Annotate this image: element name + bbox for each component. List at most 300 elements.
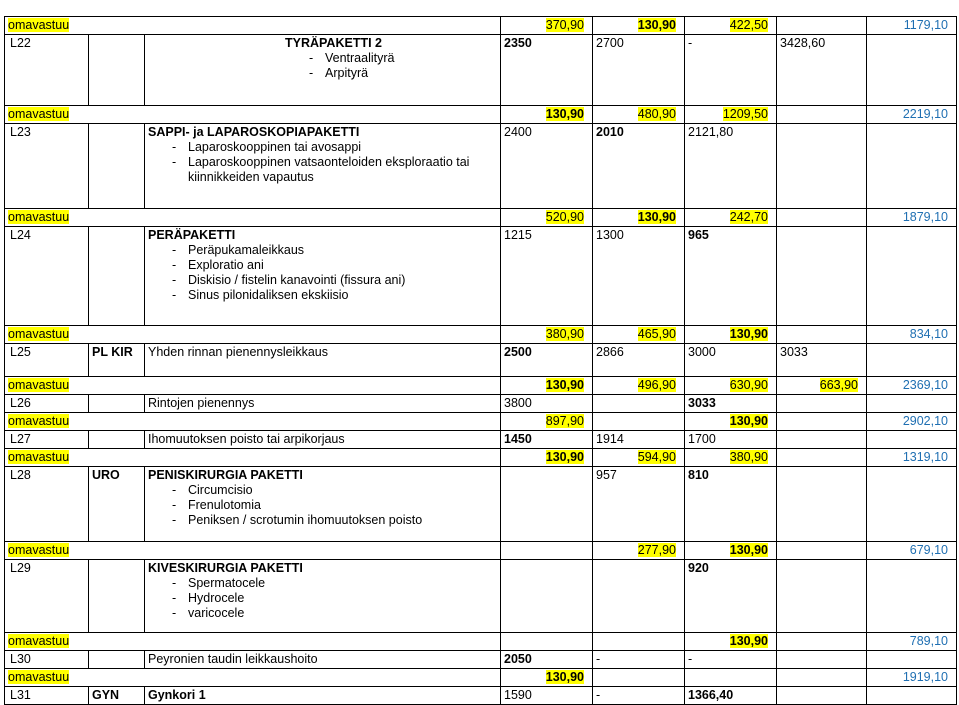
omavastuu-value-text: 130,90: [729, 634, 768, 648]
omavastuu-total-text: 1179,10: [903, 18, 948, 32]
dash-bullet-icon: -: [172, 140, 177, 154]
price-value: [685, 395, 777, 413]
omavastuu-total: [867, 413, 957, 431]
procedure-subitem-text: Laparoskooppinen tai avosappi: [188, 140, 362, 154]
procedure-row: [5, 651, 957, 669]
dash-bullet-icon: -: [172, 258, 177, 272]
omavastuu-value: [777, 633, 867, 651]
price-value: [777, 344, 867, 377]
procedure-subitem-text: Hydrocele: [188, 591, 245, 605]
price-value-text: 3033: [780, 345, 808, 359]
procedure-code-text: L27: [10, 432, 31, 446]
price-table: [4, 16, 957, 705]
omavastuu-total-text: 1919,10: [902, 670, 948, 684]
price-value-text: 1590: [504, 688, 532, 702]
price-value-text: 810: [688, 468, 709, 482]
procedure-title: Ihomuutoksen poisto tai arpikorjaus: [148, 432, 345, 446]
price-value: [501, 687, 593, 705]
procedure-subitem: [148, 273, 497, 288]
omavastuu-total: [867, 209, 957, 227]
price-value-text: 965: [688, 228, 709, 242]
omavastuu-value-text: 897,90: [545, 414, 584, 428]
omavastuu-value: [685, 106, 777, 124]
omavastuu-value: [501, 17, 593, 35]
omavastuu-value-text: 520,90: [545, 210, 584, 224]
empty-cell: [867, 431, 957, 449]
dash-bullet-icon: -: [309, 51, 314, 65]
price-value: [593, 344, 685, 377]
procedure-code-text: L30: [10, 652, 31, 666]
dash-bullet-icon: -: [172, 155, 177, 169]
procedure-subitem-list: [148, 576, 497, 621]
omavastuu-value: [777, 326, 867, 344]
empty-cell: [867, 344, 957, 377]
price-value: [593, 560, 685, 633]
omavastuu-text: omavastuu: [8, 450, 70, 464]
dash-bullet-icon: -: [172, 243, 177, 257]
price-value: [593, 124, 685, 209]
procedure-subitem-text: Spermatocele: [188, 576, 266, 590]
procedure-description: [145, 124, 501, 209]
procedure-code-text: L31: [10, 688, 31, 702]
price-value-text: 3033: [688, 396, 716, 410]
dash-bullet-icon: -: [172, 576, 177, 590]
omavastuu-value: [777, 449, 867, 467]
omavastuu-value-text: 277,90: [637, 543, 676, 557]
procedure-subitem-text: Peräpukamaleikkaus: [188, 243, 305, 257]
omavastuu-value-text: 1209,50: [722, 107, 768, 121]
price-value-text: 2400: [504, 125, 532, 139]
omavastuu-value-text: 242,70: [729, 210, 768, 224]
omavastuu-value: [593, 209, 685, 227]
procedure-description: [145, 344, 501, 377]
price-value: [593, 467, 685, 542]
omavastuu-text: omavastuu: [8, 210, 70, 224]
procedure-title: Gynkori 1: [148, 688, 206, 702]
price-value: [777, 431, 867, 449]
procedure-title: Yhden rinnan pienennysleikkaus: [148, 345, 328, 359]
procedure-subitem-list: [148, 243, 497, 303]
dash-bullet-icon: -: [172, 273, 177, 287]
omavastuu-value-text: 594,90: [637, 450, 676, 464]
omavastuu-value-text: 370,90: [545, 18, 584, 32]
procedure-subitem: [148, 483, 497, 498]
procedure-subitem: [148, 513, 497, 528]
price-value: [685, 651, 777, 669]
price-value: [777, 687, 867, 705]
omavastuu-total-text: 2369,10: [902, 378, 948, 392]
procedure-description: [145, 395, 501, 413]
procedure-row: [5, 344, 957, 377]
omavastuu-value-text: 480,90: [637, 107, 676, 121]
specialty-code: [89, 560, 145, 633]
price-value: [501, 227, 593, 326]
procedure-subitem-text: Sinus pilonidaliksen ekskiisio: [188, 288, 349, 302]
procedure-subitem: [148, 591, 497, 606]
dash-bullet-icon: -: [172, 483, 177, 497]
price-value-text: 957: [596, 468, 617, 482]
procedure-subitem: [285, 66, 497, 81]
omavastuu-row: [5, 633, 957, 651]
procedure-subitem: [148, 243, 497, 258]
specialty-code-text: URO: [92, 468, 120, 482]
omavastuu-value: [593, 449, 685, 467]
omavastuu-row: [5, 669, 957, 687]
omavastuu-value-text: 130,90: [545, 107, 584, 121]
procedure-code: [5, 467, 89, 542]
price-value: [501, 344, 593, 377]
price-value: [777, 35, 867, 106]
procedure-subitem-text: Laparoskooppinen vatsaonteloiden eksploraatio tai kiinnikkeiden vapautus: [188, 155, 470, 184]
specialty-code: [89, 467, 145, 542]
procedure-code: [5, 560, 89, 633]
procedure-code-text: L29: [10, 561, 31, 575]
procedure-subitem-text: Circumcisio: [188, 483, 253, 497]
omavastuu-value-text: 422,50: [729, 18, 768, 32]
omavastuu-text: omavastuu: [8, 327, 70, 341]
omavastuu-value: [501, 106, 593, 124]
omavastuu-value: [777, 209, 867, 227]
procedure-title: PERÄPAKETTI: [148, 228, 236, 242]
price-value-text: 2500: [504, 345, 532, 359]
omavastuu-value: [685, 326, 777, 344]
dash-bullet-icon: -: [172, 591, 177, 605]
price-value: [593, 395, 685, 413]
procedure-subitem: [148, 155, 497, 185]
omavastuu-value: [593, 377, 685, 395]
procedure-row: [5, 124, 957, 209]
specialty-code: [89, 431, 145, 449]
omavastuu-value-text: 380,90: [545, 327, 584, 341]
price-value: [685, 227, 777, 326]
procedure-description: [145, 35, 501, 106]
omavastuu-value: [593, 669, 685, 687]
procedure-description: [145, 227, 501, 326]
price-value: [593, 227, 685, 326]
omavastuu-total: [867, 377, 957, 395]
procedure-row: [5, 431, 957, 449]
procedure-row: [5, 227, 957, 326]
procedure-code-text: L25: [10, 345, 31, 359]
procedure-row: [5, 395, 957, 413]
price-value: [777, 395, 867, 413]
omavastuu-value: [501, 449, 593, 467]
omavastuu-value: [501, 209, 593, 227]
omavastuu-total-text: 679,10: [909, 543, 948, 557]
price-value: [777, 227, 867, 326]
omavastuu-value-text: 130,90: [637, 210, 676, 224]
dash-bullet-icon: -: [172, 513, 177, 527]
procedure-subitem-text: Peniksen / scrotumin ihomuutoksen poisto: [188, 513, 423, 527]
dash-bullet-icon: -: [172, 288, 177, 302]
omavastuu-total: [867, 17, 957, 35]
omavastuu-total: [867, 106, 957, 124]
empty-cell: [867, 467, 957, 542]
omavastuu-value: [777, 377, 867, 395]
omavastuu-value: [777, 17, 867, 35]
price-value: [501, 651, 593, 669]
price-value: [685, 687, 777, 705]
omavastuu-value: [593, 326, 685, 344]
procedure-code-text: L28: [10, 468, 31, 482]
omavastuu-value: [593, 413, 685, 431]
price-value-text: -: [596, 652, 601, 666]
procedure-title: KIVESKIRURGIA PAKETTI: [148, 561, 303, 575]
price-value-text: 1700: [688, 432, 716, 446]
omavastuu-text: omavastuu: [8, 634, 70, 648]
price-value: [593, 35, 685, 106]
omavastuu-value: [685, 413, 777, 431]
specialty-code: [89, 227, 145, 326]
omavastuu-value-text: 130,90: [545, 670, 584, 684]
specialty-code: [89, 124, 145, 209]
procedure-description: [145, 467, 501, 542]
omavastuu-text: omavastuu: [8, 378, 70, 392]
omavastuu-text: omavastuu: [8, 18, 70, 32]
omavastuu-value-text: 663,90: [819, 378, 858, 392]
omavastuu-value-text: 130,90: [729, 327, 768, 341]
procedure-subitem-list: [148, 483, 497, 528]
omavastuu-label: [5, 209, 501, 227]
omavastuu-value: [501, 377, 593, 395]
omavastuu-total: [867, 633, 957, 651]
omavastuu-total: [867, 326, 957, 344]
omavastuu-label: [5, 413, 501, 431]
price-value: [685, 431, 777, 449]
omavastuu-row: [5, 377, 957, 395]
omavastuu-label: [5, 326, 501, 344]
omavastuu-text: omavastuu: [8, 670, 70, 684]
procedure-code: [5, 395, 89, 413]
price-value-text: 2121,80: [688, 125, 734, 139]
dash-bullet-icon: -: [172, 498, 177, 512]
empty-cell: [867, 651, 957, 669]
omavastuu-total: [867, 542, 957, 560]
omavastuu-value: [593, 542, 685, 560]
price-value-text: 2866: [596, 345, 624, 359]
omavastuu-value-text: 130,90: [545, 378, 584, 392]
price-value: [685, 124, 777, 209]
omavastuu-value: [501, 413, 593, 431]
omavastuu-row: [5, 209, 957, 227]
price-value-text: 1366,40: [688, 688, 734, 702]
procedure-subitem-text: Arpityrä: [325, 66, 369, 80]
price-value: [593, 687, 685, 705]
omavastuu-total-text: 1319,10: [902, 450, 948, 464]
empty-cell: [867, 395, 957, 413]
procedure-row: [5, 35, 957, 106]
procedure-title: Peyronien taudin leikkaushoito: [148, 652, 318, 666]
omavastuu-row: [5, 326, 957, 344]
omavastuu-text: omavastuu: [8, 414, 70, 428]
procedure-subitem: [148, 606, 497, 621]
omavastuu-text: omavastuu: [8, 543, 70, 557]
omavastuu-label: [5, 377, 501, 395]
specialty-code-text: GYN: [92, 688, 120, 702]
procedure-subitem-list: [148, 140, 497, 185]
omavastuu-row: [5, 449, 957, 467]
price-value-text: 2010: [596, 125, 624, 139]
price-value-text: 1300: [596, 228, 624, 242]
omavastuu-value: [685, 542, 777, 560]
price-value-text: -: [596, 688, 601, 702]
price-value: [777, 124, 867, 209]
omavastuu-value: [501, 633, 593, 651]
procedure-description: [145, 651, 501, 669]
price-value-text: 920: [688, 561, 709, 575]
procedure-subitem: [148, 288, 497, 303]
specialty-code-text: PL KIR: [92, 345, 133, 359]
price-value: [777, 467, 867, 542]
price-value-text: 3000: [688, 345, 716, 359]
procedure-code: [5, 124, 89, 209]
procedure-row: [5, 687, 957, 705]
omavastuu-value: [501, 326, 593, 344]
omavastuu-value: [593, 106, 685, 124]
procedure-code: [5, 651, 89, 669]
empty-cell: [867, 687, 957, 705]
price-value-text: 3800: [504, 396, 532, 410]
price-value-text: 2350: [504, 36, 532, 50]
omavastuu-value: [593, 633, 685, 651]
omavastuu-value-text: 130,90: [545, 450, 584, 464]
procedure-subitem-text: Exploratio ani: [188, 258, 264, 272]
omavastuu-value: [685, 669, 777, 687]
price-value: [501, 124, 593, 209]
procedure-subitem-text: Diskisio / fistelin kanavointi (fissura ani): [188, 273, 406, 287]
omavastuu-label: [5, 633, 501, 651]
omavastuu-value: [685, 449, 777, 467]
omavastuu-text: omavastuu: [8, 107, 70, 121]
procedure-subitem: [285, 51, 497, 66]
empty-cell: [867, 227, 957, 326]
omavastuu-value: [501, 669, 593, 687]
procedure-title: TYRÄPAKETTI 2: [285, 36, 382, 50]
price-value: [501, 431, 593, 449]
price-value: [593, 431, 685, 449]
procedure-code-text: L26: [10, 396, 31, 410]
specialty-code: [89, 687, 145, 705]
procedure-description: [145, 560, 501, 633]
procedure-description: [145, 431, 501, 449]
omavastuu-total-text: 834,10: [909, 327, 948, 341]
omavastuu-total-text: 2902,10: [902, 414, 948, 428]
omavastuu-value: [777, 669, 867, 687]
omavastuu-value-text: 630,90: [729, 378, 768, 392]
procedure-row: [5, 560, 957, 633]
procedure-title: PENISKIRURGIA PAKETTI: [148, 468, 303, 482]
procedure-code-text: L24: [10, 228, 31, 242]
procedure-title: Rintojen pienennys: [148, 396, 255, 410]
procedure-code-text: L23: [10, 125, 31, 139]
omavastuu-value: [777, 542, 867, 560]
omavastuu-value: [685, 377, 777, 395]
specialty-code: [89, 344, 145, 377]
dash-bullet-icon: -: [309, 66, 314, 80]
omavastuu-label: [5, 542, 501, 560]
omavastuu-label: [5, 669, 501, 687]
omavastuu-value-text: 130,90: [637, 18, 676, 32]
empty-cell: [867, 35, 957, 106]
price-value: [685, 344, 777, 377]
omavastuu-value-text: 496,90: [637, 378, 676, 392]
procedure-subitem: [148, 498, 497, 513]
price-value-text: 3428,60: [780, 36, 826, 50]
specialty-code: [89, 395, 145, 413]
omavastuu-value: [593, 17, 685, 35]
procedure-subitem-list: [285, 51, 497, 81]
price-value: [777, 560, 867, 633]
price-value: [501, 560, 593, 633]
omavastuu-value-text: 130,90: [729, 414, 768, 428]
price-value: [777, 651, 867, 669]
omavastuu-value: [777, 413, 867, 431]
omavastuu-total-text: 2219,10: [902, 107, 948, 121]
procedure-code: [5, 344, 89, 377]
empty-cell: [867, 560, 957, 633]
omavastuu-total: [867, 449, 957, 467]
procedure-code: [5, 35, 89, 106]
price-value: [501, 467, 593, 542]
price-value: [685, 35, 777, 106]
price-value-text: 2050: [504, 652, 532, 666]
price-value: [685, 560, 777, 633]
omavastuu-value-text: 130,90: [729, 543, 768, 557]
omavastuu-value: [777, 106, 867, 124]
omavastuu-label: [5, 17, 501, 35]
omavastuu-total: [867, 669, 957, 687]
procedure-code-text: L22: [10, 36, 31, 50]
omavastuu-value: [501, 542, 593, 560]
omavastuu-row: [5, 413, 957, 431]
specialty-code: [89, 35, 145, 106]
procedure-subitem-text: Frenulotomia: [188, 498, 261, 512]
omavastuu-total-text: 1879,10: [902, 210, 948, 224]
omavastuu-value: [685, 209, 777, 227]
procedure-description: [145, 687, 501, 705]
dash-bullet-icon: -: [172, 606, 177, 620]
price-value: [685, 467, 777, 542]
price-value-text: -: [688, 36, 693, 50]
omavastuu-total-text: 789,10: [909, 634, 948, 648]
empty-cell: [867, 124, 957, 209]
procedure-subitem: [148, 140, 497, 155]
procedure-code: [5, 431, 89, 449]
procedure-row: [5, 467, 957, 542]
price-value-text: 2700: [596, 36, 624, 50]
procedure-subitem: [148, 258, 497, 273]
price-value-text: 1215: [504, 228, 532, 242]
procedure-subitem: [148, 576, 497, 591]
procedure-subitem-text: Ventraalityrä: [325, 51, 395, 65]
omavastuu-row: [5, 542, 957, 560]
price-value: [593, 651, 685, 669]
procedure-code: [5, 687, 89, 705]
price-value-text: -: [688, 652, 693, 666]
price-value: [501, 35, 593, 106]
omavastuu-row: [5, 17, 957, 35]
procedure-code: [5, 227, 89, 326]
price-value-text: 1450: [504, 432, 532, 446]
procedure-subitem-text: varicocele: [188, 606, 245, 620]
omavastuu-value-text: 380,90: [729, 450, 768, 464]
omavastuu-value: [685, 633, 777, 651]
procedure-title: SAPPI- ja LAPAROSKOPIAPAKETTI: [148, 125, 360, 139]
specialty-code: [89, 651, 145, 669]
omavastuu-label: [5, 106, 501, 124]
price-value: [501, 395, 593, 413]
price-value-text: 1914: [596, 432, 624, 446]
